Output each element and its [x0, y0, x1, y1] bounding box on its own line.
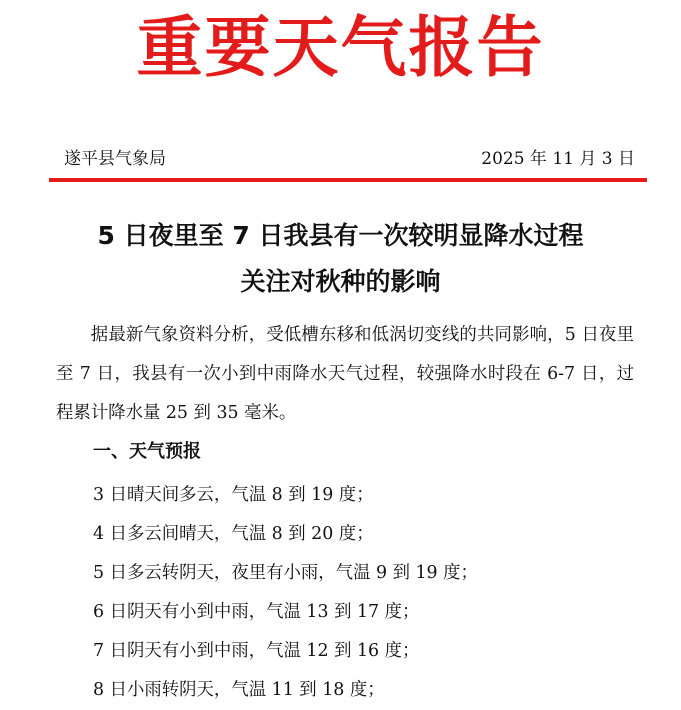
masthead-title: 重要天气报告: [136, 9, 545, 86]
issue-date: 2025 年 11 月 3 日: [481, 149, 635, 169]
forecast-item: 5 日多云转阴天，夜里有小雨，气温 9 到 19 度；: [93, 563, 478, 583]
forecast-item: 6 日阴天有小到中雨，气温 13 到 17 度；: [93, 602, 420, 622]
forecast-item: 7 日阴天有小到中雨，气温 12 到 16 度；: [93, 641, 420, 661]
issuer-name: 遂平县气象局: [64, 149, 166, 169]
forecast-item: 4 日多云间晴天，气温 8 到 20 度；: [93, 524, 374, 544]
forecast-item: 8 日小雨转阴天，气温 11 到 18 度；: [93, 680, 385, 700]
header-divider: [49, 178, 647, 182]
forecast-list: [93, 476, 478, 710]
section-heading-forecast: 一、天气预报: [93, 441, 201, 462]
forecast-item: 3 日晴天间多云，气温 8 到 19 度；: [93, 485, 374, 505]
headline-line-2: 关注对秋种的影响: [240, 267, 441, 296]
intro-paragraph: 据最新气象资料分析，受低槽东移和低涡切变线的共同影响，5 日夜里至 7 日，我县有一次小到中雨降水天气过程，较强降水时段在 6-7 日，过程累计降水量 25 到 35 毫米。: [56, 325, 634, 423]
headline-line-1: 5 日夜里至 7 日我县有一次较明显降水过程: [97, 221, 584, 250]
